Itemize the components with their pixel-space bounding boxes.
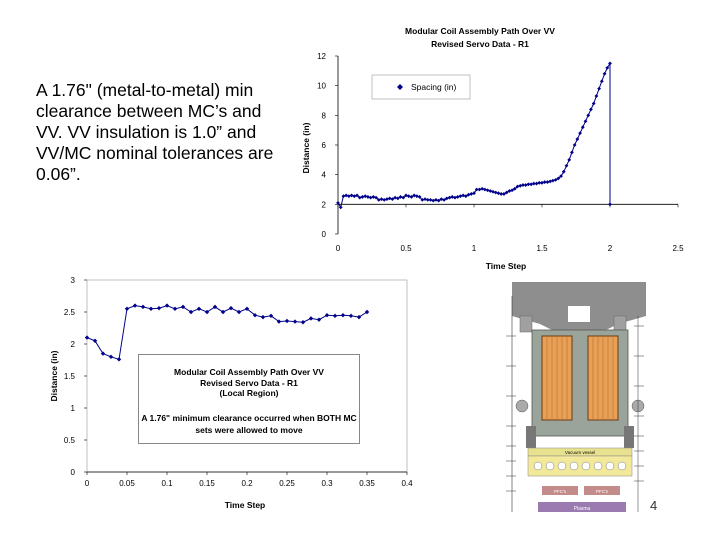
x-tick-label: 0.3	[321, 479, 333, 488]
tube	[558, 462, 566, 470]
data-point	[141, 305, 145, 309]
data-point	[333, 314, 337, 318]
chart-subtitle: Revised Servo Data - R1	[431, 39, 529, 49]
tube	[534, 462, 542, 470]
bolt-head-left	[516, 400, 528, 412]
data-point	[361, 195, 365, 199]
y-tick-label: 3	[70, 276, 75, 285]
data-point	[592, 102, 596, 106]
data-point	[497, 191, 501, 195]
data-point	[608, 202, 612, 206]
x-axis-label: Time Step	[224, 500, 266, 510]
tube	[606, 462, 614, 470]
annotation-title: Modular Coil Assembly Path Over VV	[174, 367, 324, 377]
y-tick-label: 10	[317, 81, 326, 91]
x-tick-label: 0.15	[199, 479, 215, 488]
data-point	[407, 194, 411, 198]
data-point	[529, 182, 533, 186]
data-point	[584, 119, 588, 123]
x-tick-label: 1	[471, 244, 477, 253]
tube	[546, 462, 554, 470]
tube	[582, 462, 590, 470]
legend-label: Spacing (in)	[411, 82, 457, 92]
slide-text: A 1.76" (metal-to-metal) min clearance between MC’s and VV. VV insulation is 1.0” and VV/MC nominal tolerances are 0.06”.	[36, 80, 274, 184]
data-point	[366, 195, 370, 199]
x-tick-label: 0.1	[161, 479, 173, 488]
data-point	[133, 303, 137, 307]
data-point	[429, 198, 433, 202]
x-tick-label: 0	[84, 479, 90, 488]
data-point	[565, 164, 569, 168]
x-tick-label: 0.2	[241, 479, 253, 488]
data-point	[461, 194, 465, 198]
y-tick-label: 2	[321, 200, 326, 210]
data-point	[415, 194, 419, 198]
y-axis-label: Distance (in)	[301, 122, 311, 174]
bracket-left	[526, 426, 536, 448]
y-tick-label: 6	[321, 141, 326, 150]
x-tick-label: 0	[335, 244, 341, 253]
x-tick-label: 1.5	[536, 244, 548, 253]
data-point	[453, 196, 457, 200]
data-point	[551, 179, 555, 183]
data-point	[573, 143, 577, 147]
data-point	[423, 197, 427, 201]
x-tick-label: 2	[607, 244, 613, 253]
vacuum-vessel-label: Vacuum vessel	[564, 450, 596, 455]
chart-title: Modular Coil Assembly Path Over VV	[405, 26, 555, 36]
data-point	[317, 317, 321, 321]
data-point	[456, 195, 460, 199]
data-point	[165, 303, 169, 307]
data-point	[301, 320, 305, 324]
data-point	[535, 182, 539, 186]
tube	[594, 462, 602, 470]
x-tick-label: 0.05	[119, 479, 135, 488]
plasma-label: Plasma	[573, 506, 591, 512]
x-axis-label: Time Step	[485, 261, 527, 271]
data-point	[540, 181, 544, 185]
data-point	[597, 87, 601, 91]
top-chart	[290, 18, 710, 276]
y-tick-label: 0	[321, 230, 326, 239]
clamp-hole	[568, 306, 590, 322]
bracket-right	[624, 426, 634, 448]
data-point	[434, 198, 438, 202]
x-tick-label: 0.25	[279, 479, 295, 488]
annotation-region: (Local Region)	[219, 388, 279, 398]
data-point	[459, 194, 463, 198]
data-point	[450, 195, 454, 199]
data-point	[117, 357, 121, 361]
data-point	[293, 319, 297, 323]
legend	[372, 75, 470, 99]
data-point	[380, 197, 384, 201]
data-point	[600, 79, 604, 83]
tube	[570, 462, 578, 470]
y-tick-label: 1.5	[63, 372, 75, 381]
data-point	[546, 180, 550, 184]
page-number: 4	[650, 498, 658, 513]
y-axis-label: Distance (in)	[49, 350, 59, 402]
data-point	[589, 108, 593, 112]
data-point	[491, 190, 495, 194]
tube	[618, 462, 626, 470]
data-point	[488, 189, 492, 193]
data-point	[229, 306, 233, 310]
data-point	[344, 194, 348, 198]
coil-cross-section-diagram	[486, 276, 666, 516]
data-point	[382, 198, 386, 202]
data-point	[363, 194, 367, 198]
x-tick-label: 0.4	[401, 479, 413, 488]
vacuum-vessel-wall	[528, 456, 632, 476]
data-point	[518, 184, 522, 188]
data-point	[524, 183, 528, 187]
y-tick-label: 2.5	[63, 308, 75, 317]
data-point	[237, 310, 241, 314]
y-tick-label: 4	[321, 170, 326, 180]
data-point	[261, 315, 265, 319]
data-point	[350, 194, 354, 198]
pfc-right-label: PFC's	[595, 489, 609, 494]
bolt-left	[520, 316, 532, 332]
x-tick-label: 0.5	[400, 244, 412, 253]
data-point	[431, 199, 435, 203]
y-tick-label: 8	[321, 111, 326, 121]
data-point	[341, 313, 345, 317]
data-point	[469, 192, 473, 196]
y-tick-label: 0	[70, 468, 75, 477]
data-point	[480, 187, 484, 191]
data-point	[342, 194, 346, 198]
data-point	[603, 72, 607, 76]
data-point	[325, 313, 329, 317]
data-point	[349, 314, 353, 318]
data-point	[371, 195, 375, 199]
data-point	[494, 191, 498, 195]
data-point	[478, 188, 482, 192]
data-point	[567, 158, 571, 162]
data-point	[385, 197, 389, 201]
data-point	[581, 125, 585, 129]
chart-annotation-box	[138, 354, 360, 444]
data-point	[197, 307, 201, 311]
data-point	[125, 307, 129, 311]
y-tick-label: 2	[70, 340, 75, 349]
data-point	[388, 197, 392, 201]
annotation-note: A 1.76" minimum clearance occurred when BOTH MC sets were allowed to move	[141, 413, 357, 435]
pfc-left-label: PFC's	[553, 489, 567, 494]
data-point	[578, 131, 582, 135]
data-point	[575, 137, 579, 141]
data-point	[595, 94, 599, 98]
x-tick-label: 0.35	[359, 479, 375, 488]
x-tick-label: 2.5	[672, 244, 684, 253]
data-point	[448, 196, 452, 200]
data-point	[309, 316, 313, 320]
data-point	[109, 355, 113, 359]
data-point	[347, 194, 351, 198]
data-point	[369, 196, 373, 200]
data-point	[352, 194, 356, 198]
data-point	[483, 188, 487, 192]
series-line	[87, 306, 367, 360]
data-point	[285, 319, 289, 323]
y-tick-label: 1	[70, 404, 75, 413]
data-point	[85, 335, 89, 339]
data-point	[486, 188, 490, 192]
y-tick-label: 0.5	[63, 436, 75, 445]
y-tick-label: 12	[317, 52, 326, 61]
data-point	[548, 179, 552, 183]
annotation-subtitle: Revised Servo Data - R1	[200, 378, 298, 388]
data-point	[173, 307, 177, 311]
data-point	[570, 151, 574, 155]
data-point	[149, 307, 153, 311]
data-point	[157, 306, 161, 310]
data-point	[586, 113, 590, 117]
